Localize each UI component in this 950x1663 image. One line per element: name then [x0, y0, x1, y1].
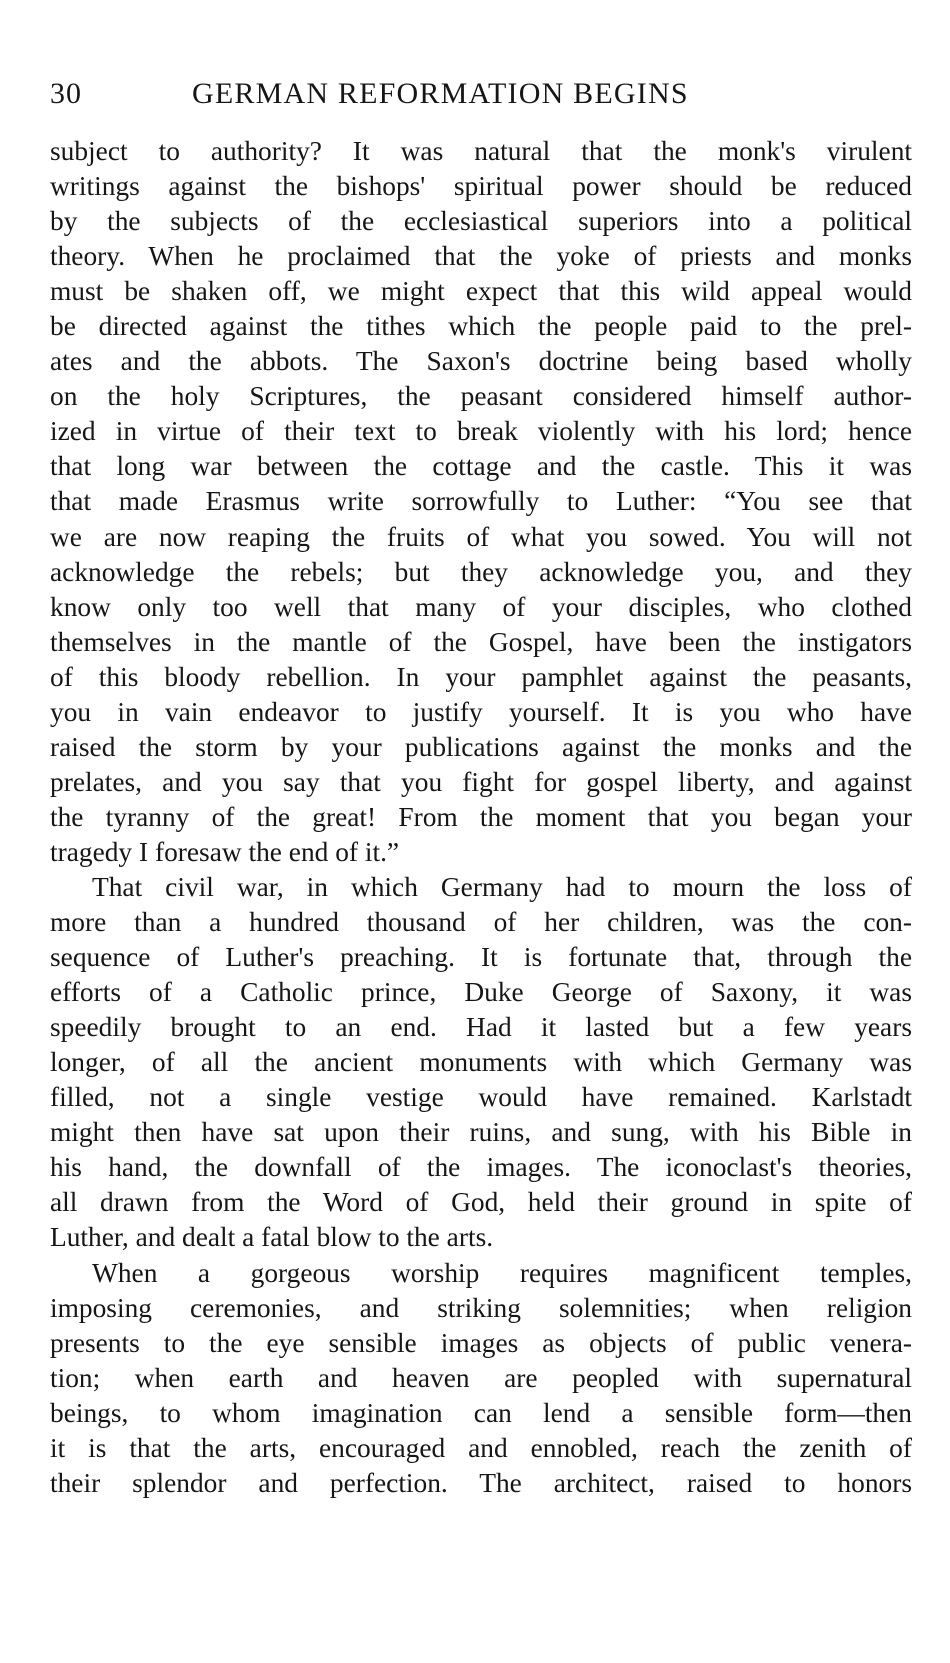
text-line: might then have sat upon their ruins, and sung, with his Bible in: [50, 1117, 912, 1148]
text-line: raised the storm by your publications against the monks and the: [50, 731, 912, 762]
text-line: subject to authority? It was natural that the monk's virulent: [50, 136, 912, 166]
text-line: we are now reaping the fruits of what you sowed. You will not: [50, 521, 912, 552]
text-line: tragedy I foresaw the end of it.”: [50, 836, 400, 867]
text-line: longer, of all the ancient monuments with which Germany was: [50, 1047, 912, 1078]
text-line: theory. When he proclaimed that the yoke of priests and monks: [50, 241, 912, 272]
text-line: you in vain endeavor to justify yourself. It is you who have: [50, 696, 912, 727]
text-line: by the subjects of the ecclesiastical superiors into a political: [50, 206, 912, 237]
text-line: ates and the abbots. The Saxon's doctrine being based wholly: [50, 346, 912, 377]
text-line: themselves in the mantle of the Gospel, have been the instigators: [50, 626, 912, 657]
text-line: prelates, and you say that you fight for gospel liberty, and against: [50, 766, 912, 797]
text-line: presents to the eye sensible images as objects of public venera-: [50, 1327, 912, 1358]
paragraph-2: [50, 870, 912, 1256]
text-line: speedily brought to an end. Had it lasted but a few years: [50, 1012, 912, 1043]
text-line: efforts of a Catholic prince, Duke George of Saxony, it was: [50, 977, 912, 1008]
text-line: When a gorgeous worship requires magnificent temples,: [92, 1257, 912, 1288]
text-line: that made Erasmus write sorrowfully to Luther: “You see that: [50, 486, 912, 517]
text-line: writings against the bishops' spiritual power should be reduced: [50, 171, 912, 202]
text-line: sequence of Luther's preaching. It is fortunate that, through the: [50, 942, 912, 973]
text-line: must be shaken off, we might expect that this wild appeal would: [50, 276, 912, 307]
text-line: the tyranny of the great! From the moment that you began your: [50, 801, 912, 832]
text-line: That civil war, in which Germany had to mourn the loss of: [92, 871, 912, 902]
page-number: 30: [50, 77, 82, 110]
text-line: tion; when earth and heaven are peopled with supernatural: [50, 1362, 912, 1393]
text-line: ized in virtue of their text to break violently with his lord; hence: [50, 416, 912, 447]
text-line: imposing ceremonies, and striking solemnities; when religion: [50, 1292, 912, 1323]
text-line: more than a hundred thousand of her children, was the con-: [50, 907, 912, 938]
text-line: Luther, and dealt a fatal blow to the arts.: [50, 1222, 494, 1253]
text-line: their splendor and perfection. The architect, raised to honors: [50, 1467, 912, 1498]
page-header: [50, 72, 910, 116]
text-line: beings, to whom imagination can lend a sensible form—then: [50, 1397, 912, 1428]
paragraph-3: [50, 1256, 912, 1501]
text-line: of this bloody rebellion. In your pamphlet against the peasants,: [50, 661, 912, 692]
text-line: filled, not a single vestige would have remained. Karlstadt: [50, 1082, 912, 1113]
text-line: his hand, the downfall of the images. The iconoclast's theories,: [50, 1152, 912, 1183]
running-title: GERMAN REFORMATION BEGINS: [192, 77, 689, 110]
text-line: all drawn from the Word of God, held their ground in spite of: [50, 1187, 912, 1218]
body-text: [50, 134, 912, 1501]
text-line: it is that the arts, encouraged and ennobled, reach the zenith of: [50, 1432, 912, 1463]
text-line: that long war between the cottage and the castle. This it was: [50, 451, 912, 482]
paragraph-1: [50, 134, 912, 870]
text-line: know only too well that many of your disciples, who clothed: [50, 591, 912, 622]
text-line: acknowledge the rebels; but they acknowledge you, and they: [50, 556, 912, 587]
text-line: be directed against the tithes which the people paid to the prel-: [50, 311, 912, 342]
text-line: on the holy Scriptures, the peasant considered himself author-: [50, 381, 912, 412]
